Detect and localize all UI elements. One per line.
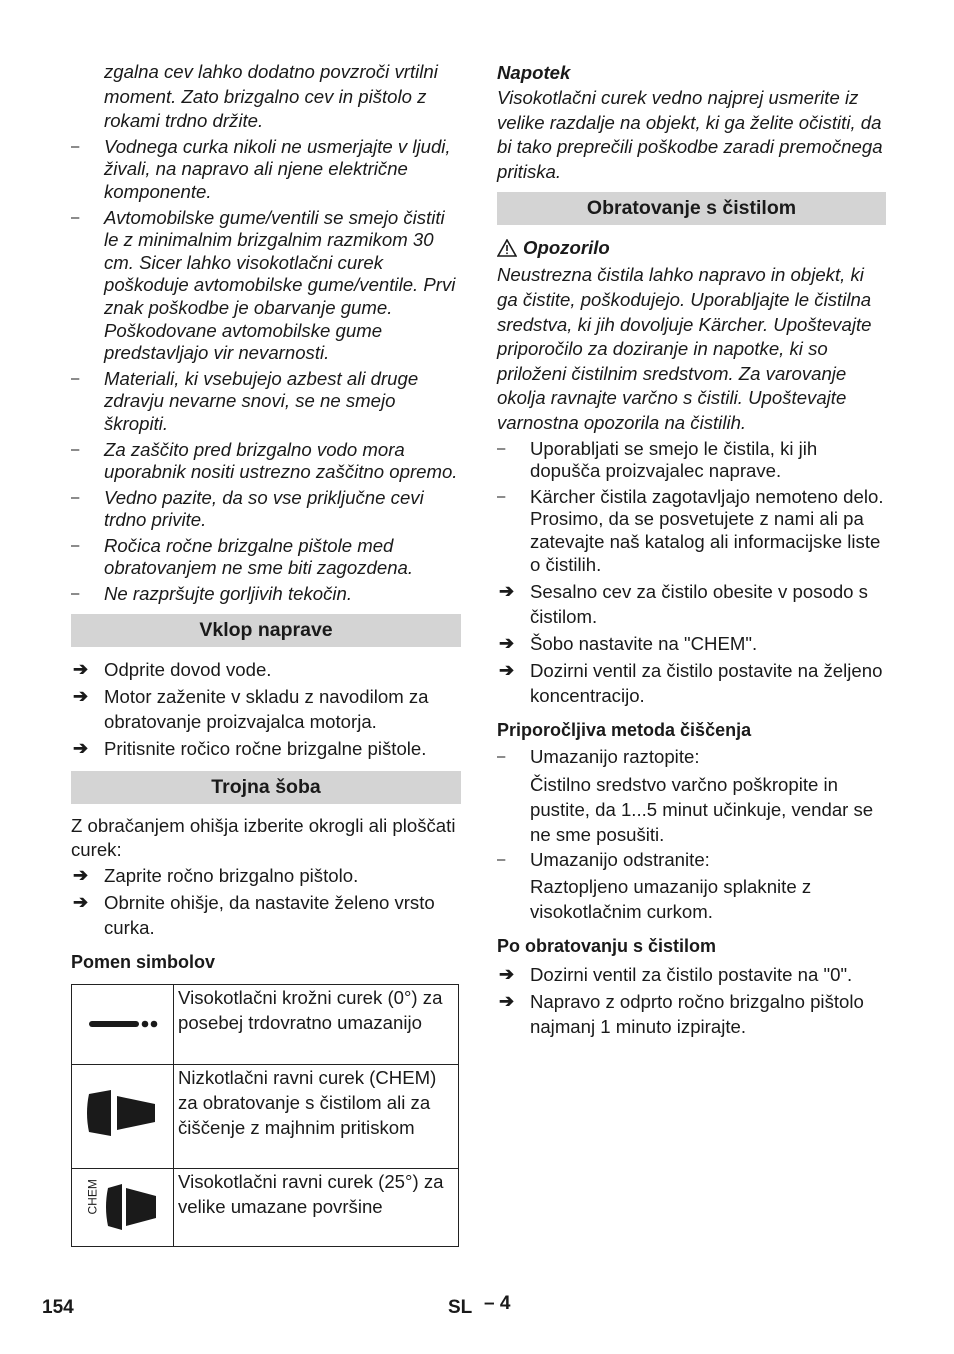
trojna-text: Z obračanjem ohišja izberite okrogli ali ploščati curek:	[71, 814, 456, 861]
warning-heading	[497, 235, 886, 261]
step-item: ➔ Odprite dovod vode.	[71, 657, 461, 682]
list-item: – Uporabljati se smejo le čistila, ki jih dopušča proizvajalec naprave.	[497, 438, 886, 483]
list-item: – Kärcher čistila zagotavljajo nemoteno delo. Prosimo, da se posvetujete z nami ali pa zatevajte naš katalog ali informacijske liste o čistilih.	[497, 486, 886, 576]
safety-item: – Avtomobilske gume/ventili se smejo čistiti le z minimalnim brizgalnim razmikom 30 cm. Sicer lahko visokotlačni curek poškoduje avtomobilske gume/ventile. Prvi znak poškodbe je obarvanje gume. Poškodovane avtomobilske gume predstavljajo vir nevarnosti.	[71, 207, 461, 365]
napotek-title: Napotek	[497, 62, 571, 83]
step-item: ➔ Sesalno cev za čistilo obesite v posodo s čistilom.	[497, 579, 886, 629]
symbol-text: Visokotlačni krožni curek (0°) za posebej trdovratno umazanijo	[174, 984, 459, 1064]
step-item: ➔ Pritisnite ročico ročne brizgalne pištole.	[71, 736, 461, 761]
safety-item: – Ročica ročne brizgalne pištole med obratovanjem ne sme biti zagozdena.	[71, 535, 461, 580]
left-column	[71, 60, 461, 1247]
safety-item: – Ne razpršujte gorljivih tekočin.	[71, 583, 461, 606]
step-item: ➔ Obrnite ohišje, da nastavite želeno vrsto curka.	[71, 890, 461, 940]
page-footer	[42, 1293, 942, 1327]
safety-item: – Materiali, ki vsebujejo azbest ali druge zdravju nevarne snovi, se ne smejo škropiti.	[71, 368, 461, 436]
step-item: ➔ Dozirni ventil za čistilo postavite na željeno koncentracijo.	[497, 658, 886, 708]
napotek-text: Visokotlačni curek vedno najprej usmerite iz velike razdalje na objekt, ki ga želite očistiti, da bi tako preprečili poškodbe zaradi premočnega pritiska.	[497, 87, 883, 182]
safety-item: – Vodnega curka nikoli ne usmerjajte v ljudi, živali, na napravo ali njene električne komponente.	[71, 136, 461, 204]
section-title-obratovanje: Obratovanje s čistilom	[497, 192, 886, 225]
list-item: – Umazanijo odstranite:	[497, 849, 886, 872]
subheading-pomen: Pomen simbolov	[71, 951, 216, 972]
table-row	[72, 984, 459, 1064]
method-text: Raztopljeno umazanijo splaknite z visokotlačnim curkom.	[530, 876, 812, 923]
subheading-po: Po obratovanju s čistilom	[497, 936, 717, 957]
subheading-metoda: Priporočljiva metoda čiščenja	[497, 720, 752, 741]
symbol-text: Nizkotlačni ravni curek (CHEM) za obratovanje s čistilom ali za čiščenje z majhnim pritiskom	[174, 1064, 459, 1168]
table-row	[72, 1168, 459, 1246]
warning-icon	[497, 239, 517, 257]
list-item: – Umazanijo raztopite:	[497, 746, 886, 769]
step-item: ➔ Dozirni ventil za čistilo postavite na "0".	[497, 962, 886, 987]
table-row	[72, 1064, 459, 1168]
safety-item: – Vedno pazite, da so vse priključne cevi trdno privite.	[71, 487, 461, 532]
intro-text: zgalna cev lahko dodatno povzroči vrtilni moment. Zato brizgalno cev in pištolo z rokami trdno držite.	[104, 61, 438, 132]
step-item: ➔ Motor zaženite v skladu z navodilom za obratovanje proizvajalca motorja.	[71, 684, 461, 734]
round-jet-icon	[72, 984, 174, 1064]
low-pressure-jet-icon	[72, 1064, 174, 1168]
right-column	[497, 60, 886, 1041]
symbol-table	[71, 984, 459, 1247]
symbol-text: Visokotlačni ravni curek (25°) za velike umazane površine	[174, 1168, 459, 1246]
step-item: ➔ Napravo z odprto ročno brizgalno pištolo najmanj 1 minuto izpirajte.	[497, 989, 886, 1039]
page-number: 154	[42, 1297, 74, 1318]
section-title-trojna: Trojna šoba	[71, 771, 461, 804]
warning-title: Opozorilo	[523, 237, 610, 259]
flat-jet-icon	[72, 1168, 174, 1246]
sub-page-number: – 4	[484, 1293, 511, 1314]
warning-text: Neustrezna čistila lahko napravo in objekt, ki ga čistite, poškodujejo. Uporabljajte le čistilna sredstva, ki jih dovoljuje Kärcher. Upoštevajte priporočilo za doziranje in napotke, ki so priloženi čistilnim sredstvom. Za varovanje okolja ravnajte varčno s čistili. Upoštevajte varnostna opozorila na čistilih.	[497, 264, 872, 433]
language-code: SL	[448, 1297, 473, 1318]
step-item: ➔ Zaprite ročno brizgalno pištolo.	[71, 863, 461, 888]
safety-item: – Za zaščito pred brizgalno vodo mora uporabnik nositi ustrezno zaščitno opremo.	[71, 439, 461, 484]
chem-label: CHEM	[85, 1179, 99, 1215]
step-item: ➔ Šobo nastavite na "CHEM".	[497, 631, 886, 656]
section-title-vklop: Vklop naprave	[71, 614, 461, 647]
method-text: Čistilno sredstvo varčno poškropite in pustite, da 1...5 minut učinkuje, vendar se ne sme posušiti.	[530, 773, 874, 845]
